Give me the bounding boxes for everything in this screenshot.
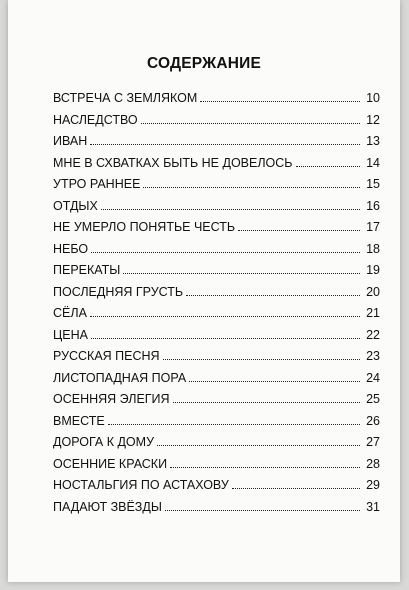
toc-entry-page-number: 25 (366, 392, 380, 406)
dot-leader (189, 381, 360, 382)
toc-entry (53, 392, 380, 414)
toc-entry-page-number: 15 (366, 177, 380, 191)
dot-leader (90, 316, 360, 317)
table-of-contents (53, 91, 380, 521)
toc-entry-page-number: 28 (366, 456, 380, 471)
toc-entry-title: ВСТРЕЧА С ЗЕМЛЯКОМ (53, 91, 198, 105)
toc-entry-title: ПАДАЮТ ЗВЁЗДЫ (53, 499, 162, 514)
dot-leader (91, 338, 360, 339)
toc-entry (53, 242, 380, 264)
toc-entry-title: ПЕРЕКАТЫ (53, 263, 121, 277)
toc-entry-page-number: 29 (366, 478, 380, 492)
dot-leader (101, 209, 360, 210)
toc-entry-page-number: 19 (366, 263, 380, 277)
toc-entry (53, 220, 380, 242)
dot-leader (165, 510, 360, 511)
toc-entry-page-number: 24 (366, 370, 380, 385)
toc-entry-page-number: 17 (366, 220, 380, 234)
toc-entry-page-number: 26 (366, 413, 380, 428)
toc-entry-title: НЕ УМЕРЛО ПОНЯТЬЕ ЧЕСТЬ (53, 220, 236, 234)
toc-entry-title: МНЕ В СХВАТКАХ БЫТЬ НЕ ДОВЕЛОСЬ (53, 155, 293, 170)
toc-entry-title: ЦЕНА (53, 327, 88, 342)
dot-leader (200, 101, 360, 102)
toc-entry-page-number: 27 (366, 435, 380, 449)
toc-entry-page-number: 20 (366, 284, 380, 299)
toc-entry (53, 328, 380, 350)
dot-leader (143, 187, 360, 188)
dot-leader (163, 359, 360, 360)
toc-entry-title: НАСЛЕДСТВО (53, 112, 138, 127)
dot-leader (238, 230, 360, 231)
dot-leader (170, 467, 360, 468)
toc-entry-title: УТРО РАННЕЕ (53, 177, 141, 191)
toc-entry (53, 199, 380, 221)
toc-entry (53, 285, 380, 307)
toc-entry-title: ВМЕСТЕ (53, 413, 105, 428)
toc-entry-title: ЛИСТОПАДНАЯ ПОРА (53, 370, 187, 385)
toc-entry-page-number: 23 (366, 349, 380, 363)
toc-entry (53, 500, 380, 522)
toc-entry-page-number: 18 (366, 241, 380, 256)
page-title: СОДЕРЖАНИЕ (146, 55, 262, 73)
toc-entry-page-number: 22 (366, 327, 380, 342)
toc-entry-page-number: 21 (366, 306, 380, 320)
dot-leader (232, 488, 360, 489)
toc-entry (53, 91, 380, 113)
dot-leader (123, 273, 360, 274)
toc-entry (53, 177, 380, 199)
toc-entry (53, 435, 380, 457)
dot-leader (90, 144, 360, 145)
toc-entry-page-number: 12 (366, 112, 380, 127)
toc-entry (53, 306, 380, 328)
toc-entry-title: ОТДЫХ (53, 198, 98, 213)
toc-entry-title: ИВАН (53, 134, 88, 148)
toc-entry (53, 414, 380, 436)
toc-entry-title: НЕБО (53, 241, 89, 256)
dot-leader (296, 166, 360, 167)
toc-entry-title: ДОРОГА К ДОМУ (53, 435, 155, 449)
toc-entry-page-number: 10 (366, 91, 380, 105)
toc-entry (53, 134, 380, 156)
dot-leader (157, 445, 360, 446)
toc-entry (53, 478, 380, 500)
toc-entry-title: РУССКАЯ ПЕСНЯ (53, 349, 160, 363)
toc-entry-title: ПОСЛЕДНЯЯ ГРУСТЬ (53, 284, 184, 299)
toc-entry-page-number: 13 (366, 134, 380, 148)
toc-entry-page-number: 16 (366, 198, 380, 213)
toc-entry (53, 457, 380, 479)
toc-entry-page-number: 14 (366, 155, 380, 170)
toc-entry-title: ОСЕННИЕ КРАСКИ (53, 456, 168, 471)
dot-leader (108, 424, 360, 425)
toc-entry (53, 156, 380, 178)
toc-entry (53, 263, 380, 285)
toc-entry (53, 371, 380, 393)
toc-entry-page-number: 31 (366, 499, 380, 514)
toc-entry-title: СЁЛА (53, 306, 87, 320)
dot-leader (186, 295, 360, 296)
toc-entry (53, 349, 380, 371)
dot-leader (91, 252, 360, 253)
dot-leader (173, 402, 360, 403)
toc-entry-title: НОСТАЛЬГИЯ ПО АСТАХОВУ (53, 478, 229, 492)
toc-entry-title: ОСЕННЯЯ ЭЛЕГИЯ (53, 392, 170, 406)
toc-entry (53, 113, 380, 135)
dot-leader (141, 123, 360, 124)
book-page (8, 0, 400, 582)
